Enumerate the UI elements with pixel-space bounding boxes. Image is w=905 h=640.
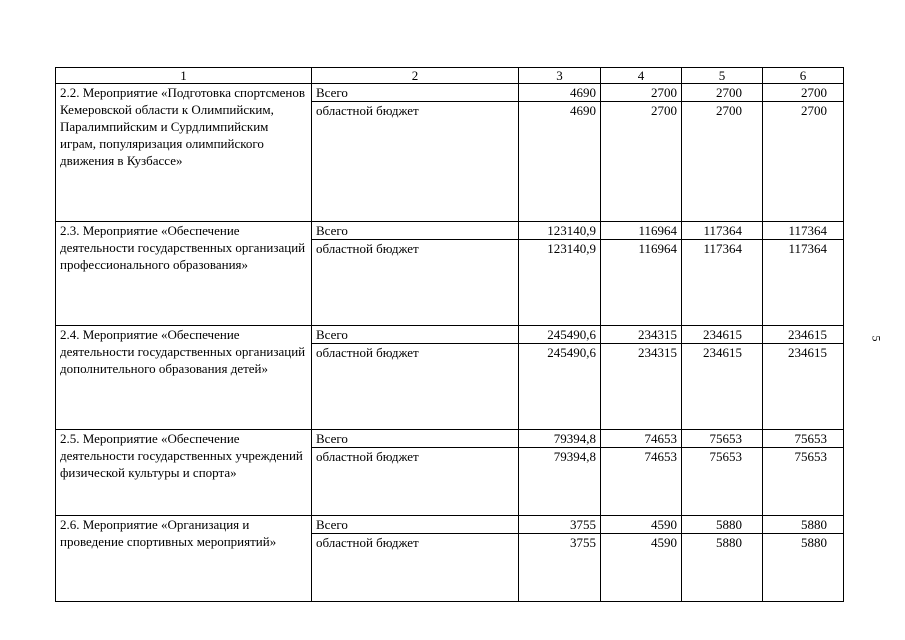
value-col3: 3755 (519, 516, 601, 534)
source-label: областной бюджет (312, 448, 519, 516)
value-col4: 234315 (601, 344, 682, 430)
value-col6: 117364 (763, 240, 844, 326)
activity-name: 2.5. Мероприятие «Обеспечение деятельности государственных учреждений физической культуры и спорта» (56, 430, 312, 516)
header-cell-4: 4 (601, 68, 682, 84)
header-row (56, 68, 844, 84)
value-col5: 117364 (682, 240, 763, 326)
value-col6: 234615 (763, 326, 844, 344)
source-label: Всего (312, 516, 519, 534)
source-label: Всего (312, 326, 519, 344)
header-cell-6: 6 (763, 68, 844, 84)
value-col3: 79394,8 (519, 430, 601, 448)
source-label: областной бюджет (312, 534, 519, 602)
value-col6: 2700 (763, 102, 844, 222)
value-col5: 2700 (682, 84, 763, 102)
activity-name: 2.2. Мероприятие «Подготовка спортсменов Кемеровской области к Олимпийским, Паралимпийским и Сурдлимпийским играм, популяризация олимпийского движения в Кузбассе» (56, 84, 312, 222)
value-col4: 4590 (601, 516, 682, 534)
source-label: Всего (312, 222, 519, 240)
value-col5: 5880 (682, 516, 763, 534)
value-col6: 117364 (763, 222, 844, 240)
value-col5: 2700 (682, 102, 763, 222)
value-col4: 2700 (601, 84, 682, 102)
header-cell-3: 3 (519, 68, 601, 84)
table-row (56, 222, 844, 240)
table-row (56, 430, 844, 448)
value-col5: 75653 (682, 430, 763, 448)
value-col5: 5880 (682, 534, 763, 602)
value-col5: 117364 (682, 222, 763, 240)
value-col3: 4690 (519, 102, 601, 222)
header-cell-5: 5 (682, 68, 763, 84)
value-col6: 2700 (763, 84, 844, 102)
budget-table (55, 67, 844, 602)
source-label: областной бюджет (312, 344, 519, 430)
value-col4: 2700 (601, 102, 682, 222)
value-col4: 116964 (601, 222, 682, 240)
value-col6: 75653 (763, 430, 844, 448)
value-col4: 74653 (601, 430, 682, 448)
source-label: областной бюджет (312, 240, 519, 326)
activity-name: 2.6. Мероприятие «Организация и проведение спортивных мероприятий» (56, 516, 312, 602)
value-col6: 234615 (763, 344, 844, 430)
source-label: Всего (312, 84, 519, 102)
value-col4: 74653 (601, 448, 682, 516)
value-col4: 4590 (601, 534, 682, 602)
value-col3: 3755 (519, 534, 601, 602)
activity-name: 2.4. Мероприятие «Обеспечение деятельности государственных организаций дополнительного образования детей» (56, 326, 312, 430)
value-col6: 75653 (763, 448, 844, 516)
header-cell-1: 1 (56, 68, 312, 84)
source-label: областной бюджет (312, 102, 519, 222)
value-col3: 245490,6 (519, 344, 601, 430)
value-col6: 5880 (763, 516, 844, 534)
table-row (56, 84, 844, 102)
table-row (56, 326, 844, 344)
value-col3: 123140,9 (519, 240, 601, 326)
page-number: 5 (869, 335, 884, 342)
value-col3: 123140,9 (519, 222, 601, 240)
header-cell-2: 2 (312, 68, 519, 84)
value-col5: 234615 (682, 326, 763, 344)
value-col3: 79394,8 (519, 448, 601, 516)
value-col4: 234315 (601, 326, 682, 344)
value-col3: 4690 (519, 84, 601, 102)
value-col5: 75653 (682, 448, 763, 516)
value-col4: 116964 (601, 240, 682, 326)
source-label: Всего (312, 430, 519, 448)
table-row (56, 516, 844, 534)
value-col6: 5880 (763, 534, 844, 602)
activity-name: 2.3. Мероприятие «Обеспечение деятельности государственных организаций профессионального образования» (56, 222, 312, 326)
value-col5: 234615 (682, 344, 763, 430)
value-col3: 245490,6 (519, 326, 601, 344)
